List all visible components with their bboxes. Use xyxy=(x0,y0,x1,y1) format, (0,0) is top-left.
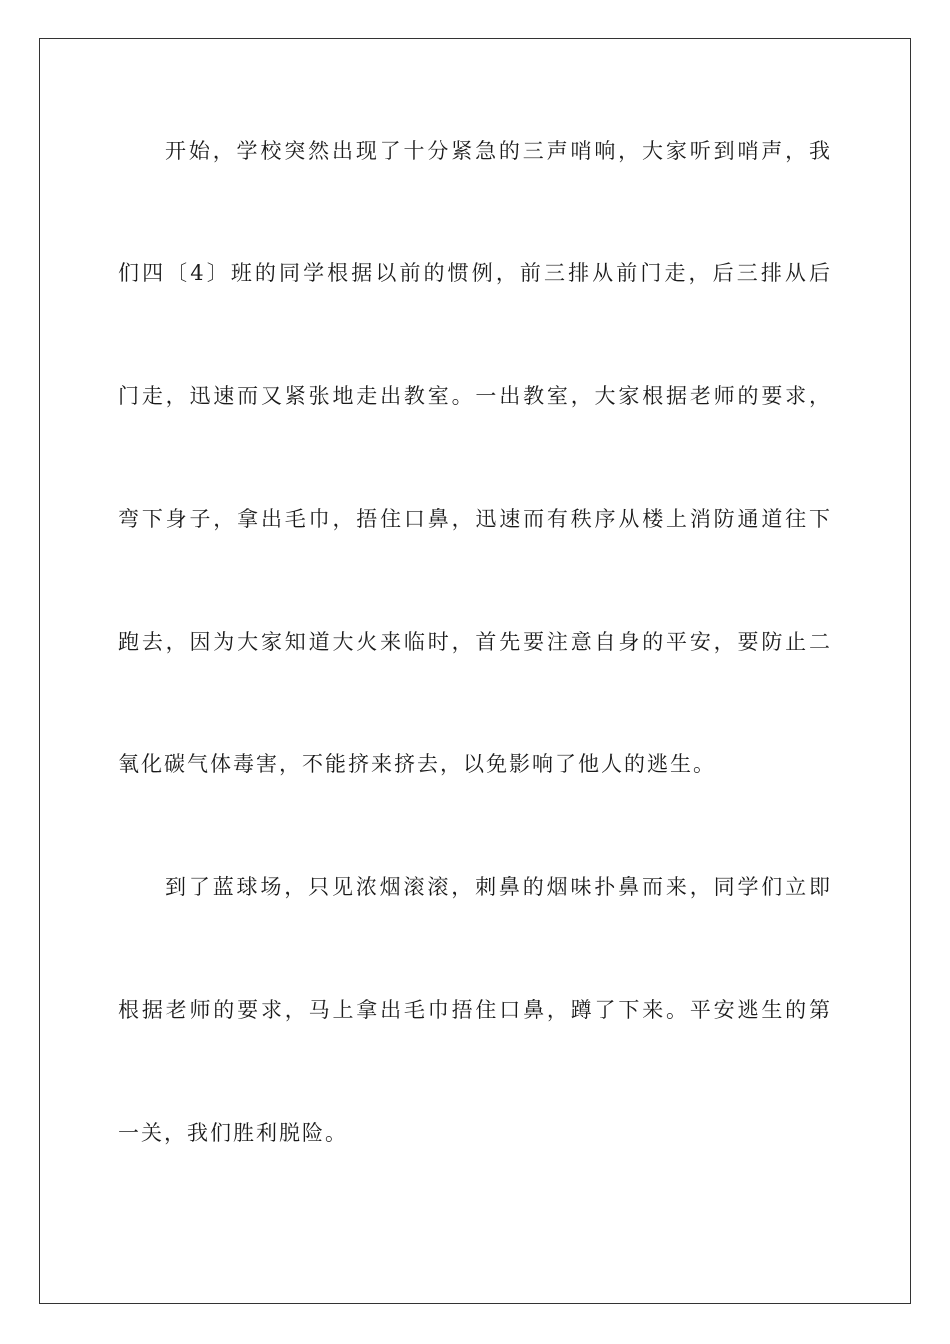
text-line: 根据老师的要求，马上拿出毛巾捂住口鼻，蹲了下来。平安逃生的第 xyxy=(118,998,832,1022)
text-line: 们四〔4〕班的同学根据以前的惯例，前三排从前门走，后三排从后 xyxy=(118,261,832,285)
text-line: 门走，迅速而又紧张地走出教室。一出教室，大家根据老师的要求， xyxy=(118,384,832,408)
text-line: 一关，我们胜利脱险。 xyxy=(118,1121,348,1145)
text-line: 跑去，因为大家知道大火来临时，首先要注意自身的平安，要防止二 xyxy=(118,630,832,654)
text-line: 开始，学校突然出现了十分紧急的三声哨响，大家听到哨声，我 xyxy=(165,139,832,163)
text-line: 到了蓝球场，只见浓烟滚滚，刺鼻的烟味扑鼻而来，同学们立即 xyxy=(165,875,832,899)
page-border xyxy=(39,38,911,1304)
text-line: 弯下身子，拿出毛巾，捂住口鼻，迅速而有秩序从楼上消防通道往下 xyxy=(118,507,832,531)
text-line: 氧化碳气体毒害，不能挤来挤去，以免影响了他人的逃生。 xyxy=(118,752,716,776)
